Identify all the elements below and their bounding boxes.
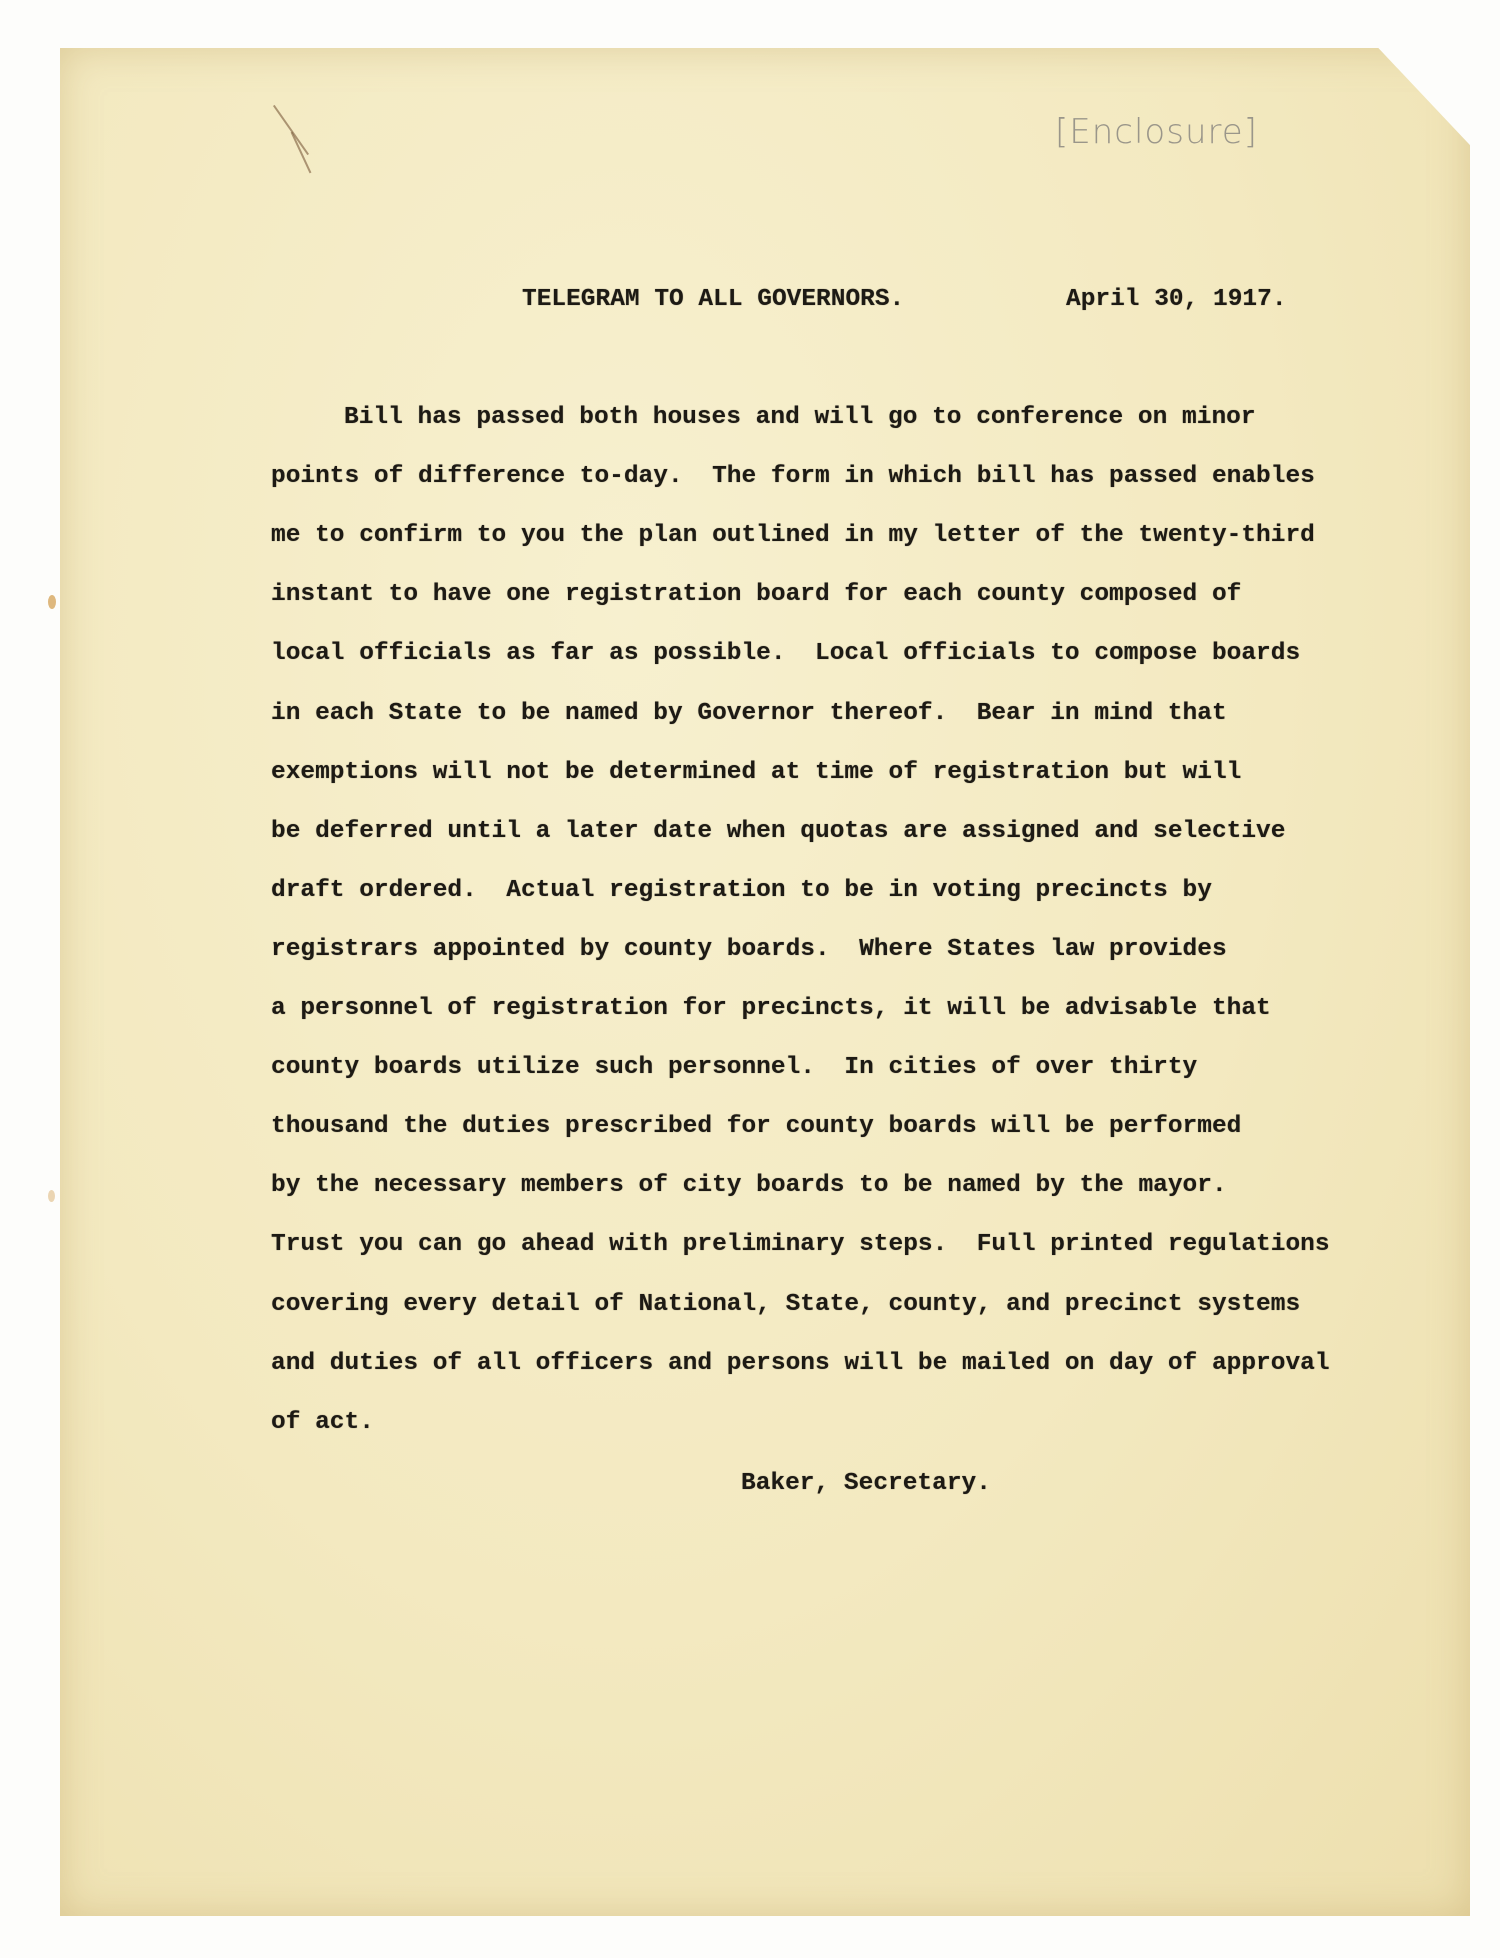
document-page: [60, 48, 1470, 1916]
body-line: instant to have one registration board for each county composed of: [271, 581, 1242, 609]
body-line: be deferred until a later date when quotas are assigned and selective: [271, 817, 1286, 845]
body-line: local officials as far as possible. Local officials to compose boards: [271, 640, 1301, 668]
body-line: county boards utilize such personnel. In cities of over thirty: [271, 1054, 1198, 1082]
body-line: and duties of all officers and persons will be mailed on day of approval: [271, 1349, 1330, 1377]
body-line: a personnel of registration for precincts, it will be advisable that: [271, 995, 1271, 1022]
signature: Baker, Secretary.: [741, 1470, 991, 1497]
handwritten-annotation: [Enclosure]: [1055, 112, 1258, 152]
body-line: thousand the duties prescribed for county boards will be performed: [271, 1113, 1242, 1141]
body-line: registrars appointed by county boards. Where States law provides: [271, 935, 1227, 963]
body-line: of act.: [271, 1408, 374, 1436]
body-line: covering every detail of National, State, county, and precinct systems: [271, 1290, 1301, 1318]
document-title: TELEGRAM TO ALL GOVERNORS.: [522, 286, 905, 313]
body-line: in each State to be named by Governor thereof. Bear in mind that: [271, 699, 1227, 727]
document-date: April 30, 1917.: [1066, 286, 1287, 313]
body-line: Trust you can go ahead with preliminary steps. Full printed regulations: [271, 1231, 1330, 1259]
body-line: exemptions will not be determined at time of registration but will: [271, 758, 1242, 786]
body-line: by the necessary members of city boards to be named by the mayor.: [271, 1172, 1227, 1200]
body-line: me to confirm to you the plan outlined in my letter of the twenty-third: [271, 522, 1315, 550]
body-line: points of difference to-day. The form in which bill has passed enables: [271, 463, 1315, 491]
paper-stain: [48, 1190, 55, 1202]
paper-stain: [48, 595, 56, 609]
body-line: draft ordered. Actual registration to be in voting precincts by: [271, 876, 1212, 904]
body-line: Bill has passed both houses and will go to conference on minor: [344, 404, 1256, 431]
